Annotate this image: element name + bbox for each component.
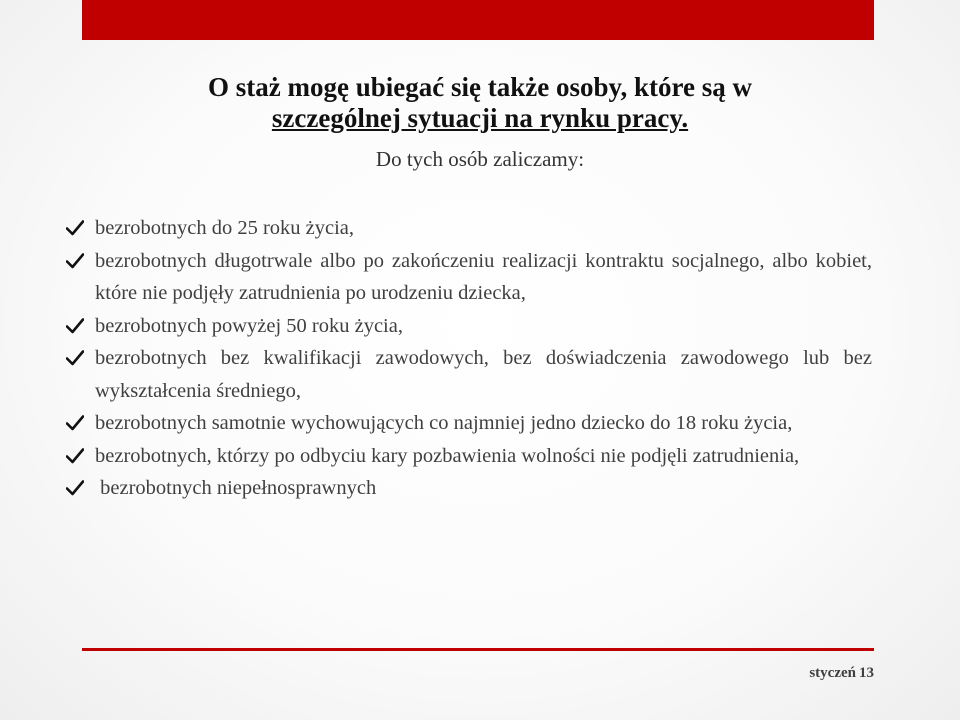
footer-date bbox=[792, 660, 874, 686]
title-line-1: O staż mogę ubiegać się także osoby, które są w bbox=[208, 72, 752, 102]
title-line-2: szczególnej sytuacji na rynku pracy. bbox=[271, 103, 689, 133]
check-icon bbox=[66, 212, 88, 244]
list-item bbox=[66, 245, 872, 310]
slide-subtitle: Do tych osób zaliczamy: bbox=[375, 147, 585, 171]
check-icon bbox=[66, 245, 88, 277]
list-item bbox=[66, 472, 872, 505]
checklist bbox=[66, 212, 872, 505]
list-item-text: bezrobotnych bez kwalifikacji zawodowych, bez doświadczenia zawodowego lub bez wykształcenia średniego, bbox=[95, 347, 872, 402]
list-item-text: bezrobotnych powyżej 50 roku życia, bbox=[95, 314, 403, 337]
list-item-text: bezrobotnych długotrwale albo po zakończeniu realizacji kontraktu socjalnego, albo kobiet, które nie podjęły zatrudnienia po urodzeniu dziecka, bbox=[95, 249, 872, 304]
top-accent-bar bbox=[82, 0, 874, 40]
footer-rule bbox=[82, 648, 874, 651]
list-item-text: bezrobotnych, którzy po odbyciu kary pozbawienia wolności nie podjęli zatrudnienia, bbox=[95, 444, 800, 467]
footer-day: 13 bbox=[859, 665, 874, 681]
check-icon bbox=[66, 407, 88, 439]
list-item bbox=[66, 342, 872, 407]
list-item-text: bezrobotnych samotnie wychowujących co najmniej jedno dziecko do 18 roku życia, bbox=[95, 412, 793, 434]
list-item bbox=[66, 212, 872, 245]
slide-title bbox=[108, 72, 852, 134]
check-icon bbox=[66, 310, 88, 342]
check-icon bbox=[66, 472, 88, 504]
footer-month: styczeń bbox=[809, 665, 856, 681]
footer-divider bbox=[787, 660, 793, 686]
check-icon bbox=[66, 342, 88, 374]
list-item-text: bezrobotnych do 25 roku życia, bbox=[95, 217, 355, 239]
list-item bbox=[66, 310, 872, 343]
check-icon bbox=[66, 440, 88, 472]
list-item bbox=[66, 407, 872, 440]
list-item-text: bezrobotnych niepełnosprawnych bbox=[95, 477, 377, 499]
list-item bbox=[66, 440, 872, 473]
